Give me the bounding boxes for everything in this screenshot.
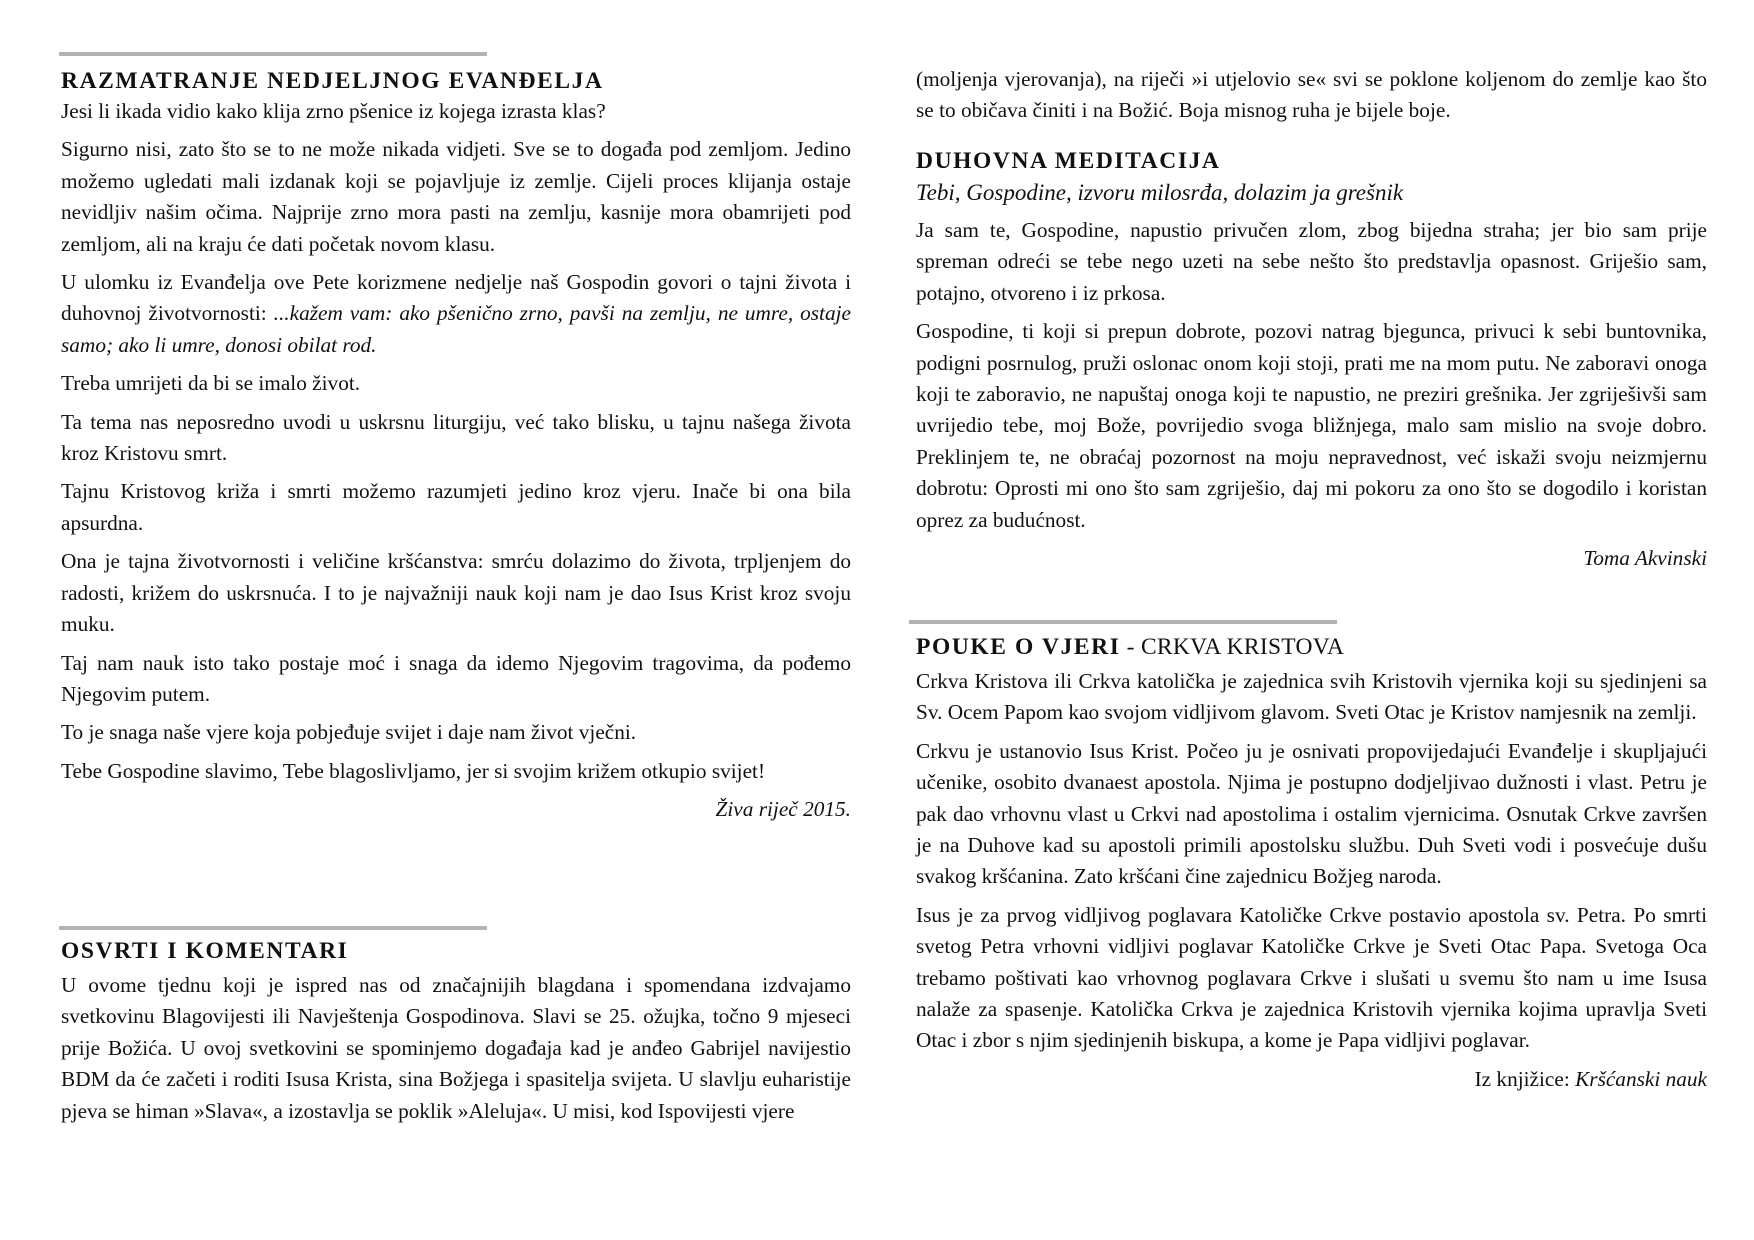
paragraph: (moljenja vjerovanja), na riječi »i utjelovio se« svi se poklone koljenom do zemlje kao što se to običava činiti i na Božić. Boja misnog ruha je bijele boje.: [916, 67, 1707, 123]
attribution: [916, 1064, 1707, 1095]
paragraph: Crkva Kristova ili Crkva katolička je zajednica svih Kristovih vjernika koji su sjedinjeni sa Sv. Ocem Papom kao svojom vidljivom glavom. Sveti Otac je Kristov namjesnik na zemlji.: [916, 669, 1707, 725]
section-heading: DUHOVNA MEDITACIJA: [916, 148, 1221, 174]
attribution-prefix: Iz knjižice:: [1474, 1066, 1576, 1091]
paragraph: Sigurno nisi, zato što se to ne može nikada vidjeti. Sve se to događa pod zemljom. Jedino možemo ugledati mali izdanak koji se pojavljuje iz zemlje. Cijeli proces klijanja ostaje nevidljiv našim očima. Najprije zrno mora pasti na zemlju, kasnije mora obamrijeti pod zemljom, ali na kraju će dati početak novom klasu.: [61, 137, 851, 256]
paragraph: Treba umrijeti da bi se imalo život.: [61, 371, 361, 396]
section-faith-lessons: [916, 632, 1707, 1095]
paragraph: [61, 267, 851, 361]
paragraph: Crkvu je ustanovio Isus Krist. Počeo ju je osnivati propovijedajući Evanđelje i skupljajući učenike, osobito dvanaest apostola. Njima je postupno dodjeljivao dužnosti i vlast. Petru je pak dao vrhovnu vlast u Crkvi nad apostolima i ostalim vjernicima. Osnutak Crkve završen je na Duhove kad su apostoli primili apostolsku službu. Duh Sveti vodi i posvećuje dušu svakog kršćanina. Zato kršćani čine zajednicu Božjeg naroda.: [916, 738, 1707, 889]
paragraph: Gospodine, ti koji si prepun dobrote, pozovi natrag bjegunca, privuci k sebi buntovnika, podigni posrnulog, pruži oslonac onom koji stoji, prati me na mom putu. Ne zaboravi onoga koji te zaboravio, ne napuštaj onoga koji te napustio, ne preziri grešnika. Jer zgriješivši sam uvrijedio tebe, moj Bože, povrijedio svoga bližnjega, malo sam mislio na svoje dobro. Preklinjem te, ne obraćaj pozornost na moju nepravednost, već iskaži svoju neizmjernu dobrotu: Oprosti mi ono što sam zgriješio, daj mi pokoru za ono što se dogodilo i koristan oprez za budućnost.: [916, 319, 1707, 532]
paragraph: Isus je za prvog vidljivog poglavara Katoličke Crkve postavio apostola sv. Petra. Po smrti svetog Petra vrhovni vidljivi poglavar Katoličke Crkve je Sveti Otac Papa. Svetoga Oca trebamo poštivati kao vrhovnog poglavara Crkve i slušati u svemu što nam u ime Isusa nalaže za spasenje. Katolička Crkva je zajednica Kristovih vjernika kojima upravlja Sveti Otac i zbor s njim sjedinjenih biskupa, a kome je Papa vidljivi poglavar.: [916, 902, 1707, 1053]
section-divider: [909, 620, 1337, 624]
section-heading: OSVRTI I KOMENTARI: [61, 938, 349, 964]
paragraph: Ona je tajna životvornosti i veličine kršćanstva: smrću dolazimo do života, trpljenjem do radosti, križem do uskrsnuća. I to je najvažniji nauk koji nam je dao Isus Krist kroz svoju muku.: [61, 549, 851, 637]
paragraph-intro: U ulomku iz Evanđelja ove Pete korizmene nedjelje naš Gospodin govori o tajni života i duhovnoj životvornosti:: [61, 270, 851, 326]
attribution: [61, 794, 851, 825]
section-comments: [61, 936, 851, 1134]
section-heading-main: POUKE O VJERI: [916, 634, 1121, 660]
attribution-source: Živa riječ 2015.: [715, 797, 851, 822]
section-subtitle: Tebi, Gospodine, izvoru milosrđa, dolazim ja grešnik: [916, 180, 1404, 205]
paragraph: Tajnu Kristovog križa i smrti možemo razumjeti jedino kroz vjeru. Inače bi ona bila apsurdna.: [61, 479, 851, 535]
paragraph: Jesi li ikada vidio kako klija zrno pšenice iz kojega izrasta klas?: [61, 99, 606, 123]
paragraph: U ovome tjednu koji je ispred nas od značajnijih blagdana i spomendana izdvajamo svetkovinu Blagovijesti ili Navještenja Gospodinova. Slavi se 25. ožujka, točno 9 mjeseci prije Božića. U ovoj svetkovini se spominjemo događaja kad je anđeo Gabrijel navijestio BDM da će začeti i roditi Isusa Krista, sina Božjega i spasitelja svijeta. U slavlju euharistije pjeva se himan »Slava«, a izostavlja se poklik »Aleluja«. U misi, kod Ispovijesti vjere: [61, 973, 851, 1123]
paragraph: Ta tema nas neposredno uvodi u uskrsnu liturgiju, već tako blisku, u tajnu našega života kroz Kristovu smrt.: [61, 409, 851, 466]
attribution-source: Toma Akvinski: [1583, 546, 1707, 571]
attribution: [916, 543, 1707, 574]
paragraph: Taj nam nauk isto tako postaje moć i snaga da idemo Njegovim tragovima, da pođemo Njegovim putem.: [61, 650, 851, 706]
gospel-quote: ...kažem vam: ako pšenično zrno, pavši na zemlju, ne umre, ostaje samo; ako li umre, donosi obilat rod.: [61, 301, 851, 357]
section-heading-sub: - CRKVA KRISTOVA: [1120, 634, 1345, 660]
section-heading: RAZMATRANJE NEDJELJNOG EVANĐELJA: [61, 68, 604, 94]
paragraph: Tebe Gospodine slavimo, Tebe blagoslivljamo, jer si svojim križem otkupio svijet!: [61, 758, 766, 783]
paragraph: To je snaga naše vjere koja pobjeđuje svijet i daje nam život vječni.: [61, 720, 637, 745]
paragraph: Ja sam te, Gospodine, napustio privučen zlom, zbog bijedna straha; jer bio sam prije spreman odreći se tebe nego uzeti na sebe nešto što predstavlja opasnost. Griješio sam, potajno, otvoreno i iz prkosa.: [916, 218, 1707, 305]
section-divider: [59, 52, 487, 56]
attribution-source: Kršćanski nauk: [1575, 1066, 1707, 1091]
section-gospel-reflection: [61, 66, 851, 825]
continued-text: [916, 64, 1707, 134]
section-heading: [916, 632, 1707, 662]
section-spiritual-meditation: [916, 146, 1707, 574]
section-divider: [59, 926, 487, 930]
